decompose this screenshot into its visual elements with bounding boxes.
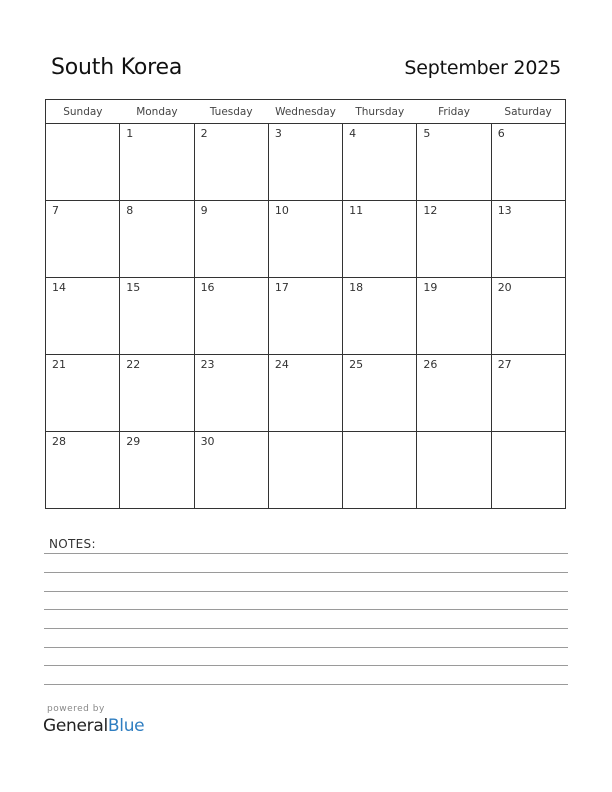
logo-text-blue: Blue bbox=[107, 716, 145, 736]
day-number: 5 bbox=[423, 127, 431, 140]
day-cell bbox=[417, 201, 491, 278]
week-row bbox=[46, 432, 566, 509]
day-number: 23 bbox=[200, 358, 215, 371]
day-number bbox=[46, 124, 119, 127]
day-cell bbox=[417, 432, 491, 509]
day-number: 30 bbox=[200, 435, 215, 448]
day-cell bbox=[46, 201, 120, 278]
weekday-header: Sunday bbox=[46, 100, 120, 124]
weekday-header: Wednesday bbox=[268, 100, 342, 124]
day-cell bbox=[268, 201, 342, 278]
day-cell bbox=[343, 355, 417, 432]
weekday-header: Tuesday bbox=[194, 100, 268, 124]
day-cell bbox=[268, 432, 342, 509]
day-number: 19 bbox=[423, 281, 438, 294]
weekday-header: Thursday bbox=[343, 100, 417, 124]
day-number: 12 bbox=[423, 204, 438, 217]
day-number: 18 bbox=[349, 281, 364, 294]
day-number: 21 bbox=[52, 358, 66, 371]
day-number: 15 bbox=[126, 281, 141, 294]
weekday-header-row bbox=[46, 100, 566, 124]
day-cell bbox=[417, 355, 491, 432]
logo-text-general: General bbox=[43, 716, 108, 736]
day-cell bbox=[194, 201, 268, 278]
day-number: 3 bbox=[274, 127, 282, 140]
day-cell bbox=[120, 201, 194, 278]
day-number: 4 bbox=[349, 127, 357, 140]
day-number: 14 bbox=[52, 281, 66, 294]
page-title-month: September 2025 bbox=[404, 57, 561, 79]
day-number: 8 bbox=[126, 204, 134, 217]
week-row bbox=[46, 278, 566, 355]
notes-line bbox=[44, 591, 568, 592]
weekday-header: Monday bbox=[120, 100, 194, 124]
day-cell bbox=[491, 278, 565, 355]
day-cell bbox=[343, 124, 417, 201]
day-number bbox=[269, 432, 342, 435]
day-number: 13 bbox=[497, 204, 512, 217]
day-number: 28 bbox=[52, 435, 66, 448]
day-cell bbox=[491, 124, 565, 201]
notes-line bbox=[44, 628, 568, 629]
day-cell bbox=[491, 432, 565, 509]
powered-by-text: powered by bbox=[47, 704, 105, 714]
day-number: 2 bbox=[200, 127, 208, 140]
day-number: 29 bbox=[126, 435, 141, 448]
day-number: 17 bbox=[274, 281, 289, 294]
day-number: 26 bbox=[423, 358, 438, 371]
day-number: 9 bbox=[200, 204, 208, 217]
weekday-header: Friday bbox=[417, 100, 491, 124]
day-cell bbox=[343, 432, 417, 509]
day-cell bbox=[194, 355, 268, 432]
day-number: 1 bbox=[126, 127, 134, 140]
day-cell bbox=[343, 278, 417, 355]
day-number: 7 bbox=[52, 204, 59, 217]
calendar-grid bbox=[45, 99, 566, 509]
day-cell bbox=[194, 432, 268, 509]
day-cell bbox=[46, 278, 120, 355]
day-cell bbox=[417, 124, 491, 201]
day-cell bbox=[417, 278, 491, 355]
day-cell bbox=[46, 355, 120, 432]
day-number: 22 bbox=[126, 358, 141, 371]
notes-label: NOTES: bbox=[49, 537, 96, 551]
day-number: 11 bbox=[349, 204, 364, 217]
day-cell bbox=[120, 124, 194, 201]
notes-line bbox=[44, 553, 568, 554]
day-cell bbox=[491, 355, 565, 432]
day-cell bbox=[46, 432, 120, 509]
week-row bbox=[46, 355, 566, 432]
notes-line bbox=[44, 572, 568, 573]
day-cell bbox=[268, 355, 342, 432]
day-number: 24 bbox=[274, 358, 289, 371]
notes-line bbox=[44, 609, 568, 610]
day-number: 25 bbox=[349, 358, 364, 371]
day-cell bbox=[343, 201, 417, 278]
day-number bbox=[492, 432, 565, 435]
day-cell bbox=[120, 278, 194, 355]
day-cell bbox=[491, 201, 565, 278]
day-number bbox=[417, 432, 490, 435]
day-cell bbox=[194, 124, 268, 201]
day-cell bbox=[120, 355, 194, 432]
day-cell bbox=[268, 278, 342, 355]
generalblue-logo[interactable] bbox=[43, 716, 144, 736]
day-number: 6 bbox=[497, 127, 505, 140]
day-cell bbox=[194, 278, 268, 355]
page-title-country: South Korea bbox=[51, 55, 183, 80]
week-row bbox=[46, 124, 566, 201]
notes-line bbox=[44, 647, 568, 648]
weekday-header: Saturday bbox=[491, 100, 565, 124]
day-number: 20 bbox=[497, 281, 512, 294]
day-cell bbox=[46, 124, 120, 201]
day-number bbox=[343, 432, 416, 435]
day-number: 16 bbox=[200, 281, 215, 294]
day-cell bbox=[268, 124, 342, 201]
day-cell bbox=[120, 432, 194, 509]
notes-line bbox=[44, 665, 568, 666]
notes-line bbox=[44, 684, 568, 685]
day-number: 27 bbox=[497, 358, 512, 371]
week-row bbox=[46, 201, 566, 278]
day-number: 10 bbox=[274, 204, 289, 217]
